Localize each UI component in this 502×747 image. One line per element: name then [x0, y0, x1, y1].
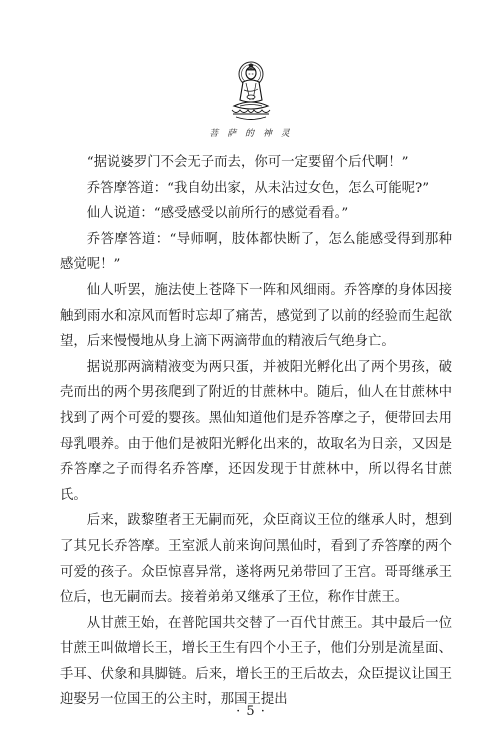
paragraph: 乔答摩答道：“我自幼出家，从未沾过女色，怎么可能呢?”: [86, 180, 430, 196]
page-number: · 5 ·: [236, 704, 266, 719]
header-caption: 菩 萨 的 神 灵: [209, 129, 293, 139]
paragraph: 从甘蔗王始，在普陀国共交替了一百代甘蔗王。其中最后一位甘蔗王叫做增长王，增长王生有四个小王子，他们分别是流星面、手耳、伏象和具脚链。后来，增长王的王后故去，众臣提议让国王迎娶另一位国王的公主时，那国王提出: [60, 615, 452, 708]
paragraph: 仙人听罢，施法使上苍降下一阵和风细雨。乔答摩的身体因接触到雨水和凉风而暂时忘却了痛苦，感觉到了以前的经验而生起欲望，后来慢慢地从身上滴下两滴带血的精液后气绝身亡。: [60, 282, 452, 350]
paragraph: 乔答摩答道：“导师啊，肢体都快断了，怎么能感受得到那种感觉呢！”: [60, 231, 452, 273]
paragraph: 仙人说道：“感受感受以前所行的感觉看看。”: [86, 206, 349, 222]
paragraph: “据说婆罗门不会无子而去，你可一定要留个后代啊！”: [86, 155, 409, 170]
body-text: [60, 150, 452, 713]
page-header: [0, 60, 502, 139]
paragraph: 后来，跋黎堕者王无嗣而死，众臣商议王位的继承人时，想到了其兄长乔答摩。王室派人前来询问黑仙时，看到了乔答摩的两个可爱的孩子。众臣惊喜异常，遂将两兄弟带回了王宫。哥哥继承王位后，也无嗣而去。接着弟弟又继承了王位，称作甘蔗王。: [60, 513, 452, 606]
paragraph: 据说那两滴精液变为两只蛋，并被阳光孵化出了两个男孩，破壳而出的两个男孩爬到了附近的甘蔗林中。随后，仙人在甘蔗林中找到了两个可爱的婴孩。黑仙知道他们是乔答摩之子，便带回去用母乳喂养。由于他们是被阳光孵化出来的，故取名为日亲，又因是乔答摩之子而得名乔答摩，还因发现于甘蔗林中，所以得名甘蔗氏。: [60, 359, 452, 503]
buddha-illustration: [228, 60, 274, 122]
